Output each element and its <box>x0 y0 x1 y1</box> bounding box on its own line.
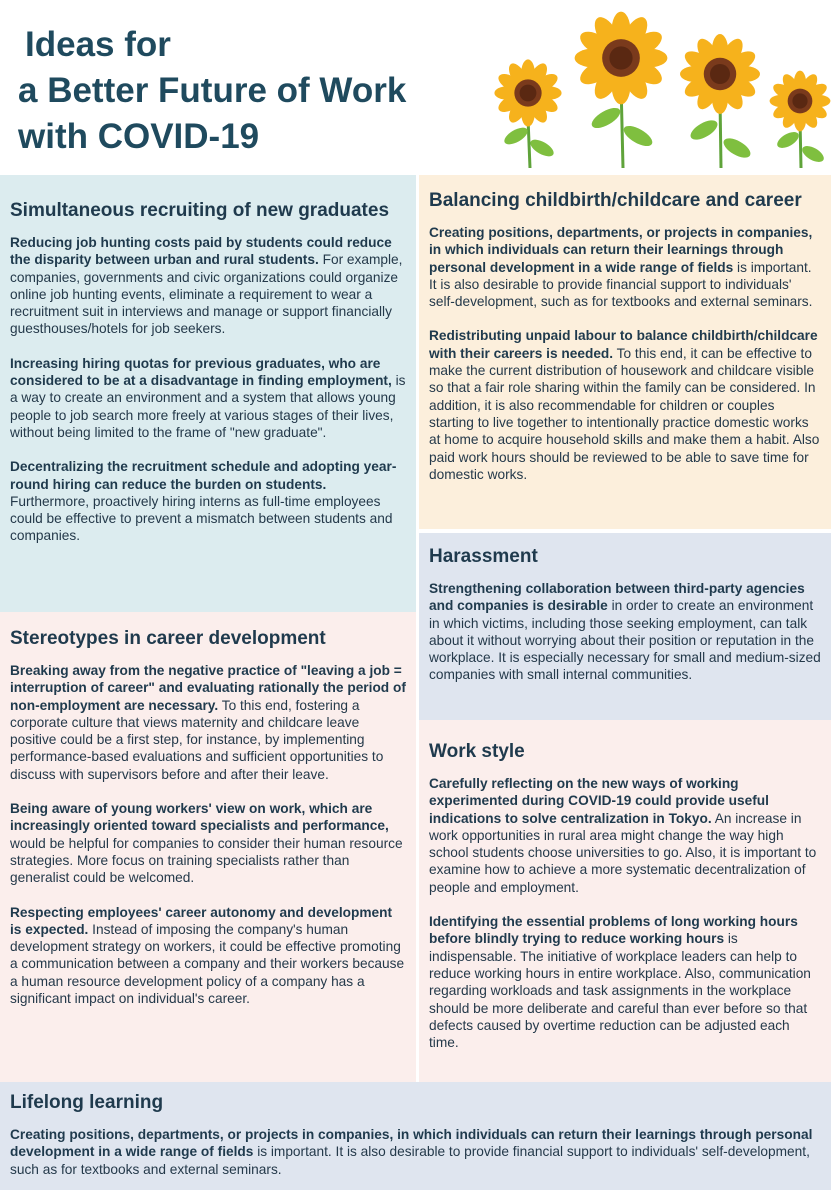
paragraph: Reducing job hunting costs paid by students could reduce the disparity between urban and rural students. For example, companies, governments and civic organizations could organize online job hunting events, eliminate a requirement to wear a recruitment suit in interviews and manage or support financially guesthouses/hotels for job seekers. <box>10 235 403 337</box>
section-lifelong <box>0 1082 831 1190</box>
section-heading: Balancing childbirth/childcare and career <box>429 190 802 211</box>
page-title <box>18 22 406 160</box>
paragraph: Increasing hiring quotas for previous graduates, who are considered to be at a disadvantage in finding employment, is a way to create an environment and a system that allows young people to job search more freely at various stages of their lives, without being limited to the frame of "new graduate". <box>10 355 406 440</box>
section-harassment <box>419 533 831 720</box>
paragraph: Creating positions, departments, or projects in companies, in which individuals can return their learnings through personal development in a wide range of fields is important. It is also desirable to provide financial support to individuals' self-development, such as for textbooks and external seminars. <box>429 225 813 310</box>
title-line-2: a Better Future of Work <box>18 71 407 110</box>
paragraph: Strengthening collaboration between third-party agencies and companies is desirable in order to create an environment in which victims, including those seeking employment, can talk about it without worrying about their position or reputation in the workplace. It is especially necessary for small and medium-sized companies with small internal communities. <box>429 581 821 683</box>
section-recruiting <box>0 175 416 612</box>
section-heading: Stereotypes in career development <box>10 628 326 649</box>
footer-divider <box>0 1190 831 1200</box>
section-heading: Work style <box>429 741 525 762</box>
title-line-1: Ideas for <box>25 25 171 64</box>
title-line-3: with COVID-19 <box>18 117 260 156</box>
section-heading: Simultaneous recruiting of new graduates <box>10 200 390 221</box>
sunflowers-illustration-icon <box>488 8 831 173</box>
paragraph: Being aware of young workers' view on work, which are increasingly oriented toward specialists and performance, would be helpful for companies to consider their human resource strategies. More focus on training specialists rather than generalist could be welcomed. <box>10 801 403 886</box>
section-childbirth <box>419 175 831 529</box>
paragraph: Decentralizing the recruitment schedule and adopting year-round hiring can reduce the burden on students. Furthermore, proactively hiring interns as full-time employees could be effective to prevent a mismatch between students and companies. <box>10 459 397 544</box>
paragraph: Identifying the essential problems of long working hours before blindly trying to reduce working hours is indispensable. The initiative of workplace leaders can help to reduce working hours in entire workplace. Also, communication regarding workloads and task assignments in the workplace should be more deliberate and careful than ever before so that defects caused by overtime reduction can be adjusted each time. <box>429 914 811 1051</box>
paragraph: Creating positions, departments, or projects in companies, in which individuals can return their learnings through personal development in a wide range of fields is important. It is also desirable to provide financial support to individuals' self-development, such as for textbooks and external seminars. <box>10 1127 813 1177</box>
paragraph: Carefully reflecting on the new ways of working experimented during COVID-19 could provide useful indications to solve centralization in Tokyo. An increase in work opportunities in rural area might change the way high school students choose universities to go. Also, it is important to examine how to achieve a more systematic decentralization of people and employment. <box>429 776 817 895</box>
section-workstyle <box>419 720 831 1082</box>
section-heading: Harassment <box>429 546 538 567</box>
section-stereotypes <box>0 612 416 1082</box>
section-heading: Lifelong learning <box>10 1092 164 1113</box>
paragraph: Breaking away from the negative practice of "leaving a job = interruption of career" and evaluating rationally the period of non-employment are necessary. To this end, fostering a corporate culture that views maternity and childcare leave positive could be a first step, for instance, by implementing performance-based evaluations and sufficient opportunities to discuss with supervisors before and after their leave. <box>10 663 406 782</box>
paragraph: Respecting employees' career autonomy and development is expected. Instead of imposing the company's human development strategy on workers, it could be effective promoting a communication between a company and their workers because a human resource development policy of a company has a significant impact on individual's career. <box>10 904 405 1007</box>
paragraph: Redistributing unpaid labour to balance childbirth/childcare with their careers is needed. To this end, it can be effective to make the current distribution of housework and childcare visible so that a fair role sharing within the family can be considered. In addition, it is also recommendable for children or couples starting to live together to intentionally practice domestic works at home to acquire household skills and make them a habit. Also paid work hours should be reviewed to be able to save time for domestic works. <box>429 328 820 482</box>
